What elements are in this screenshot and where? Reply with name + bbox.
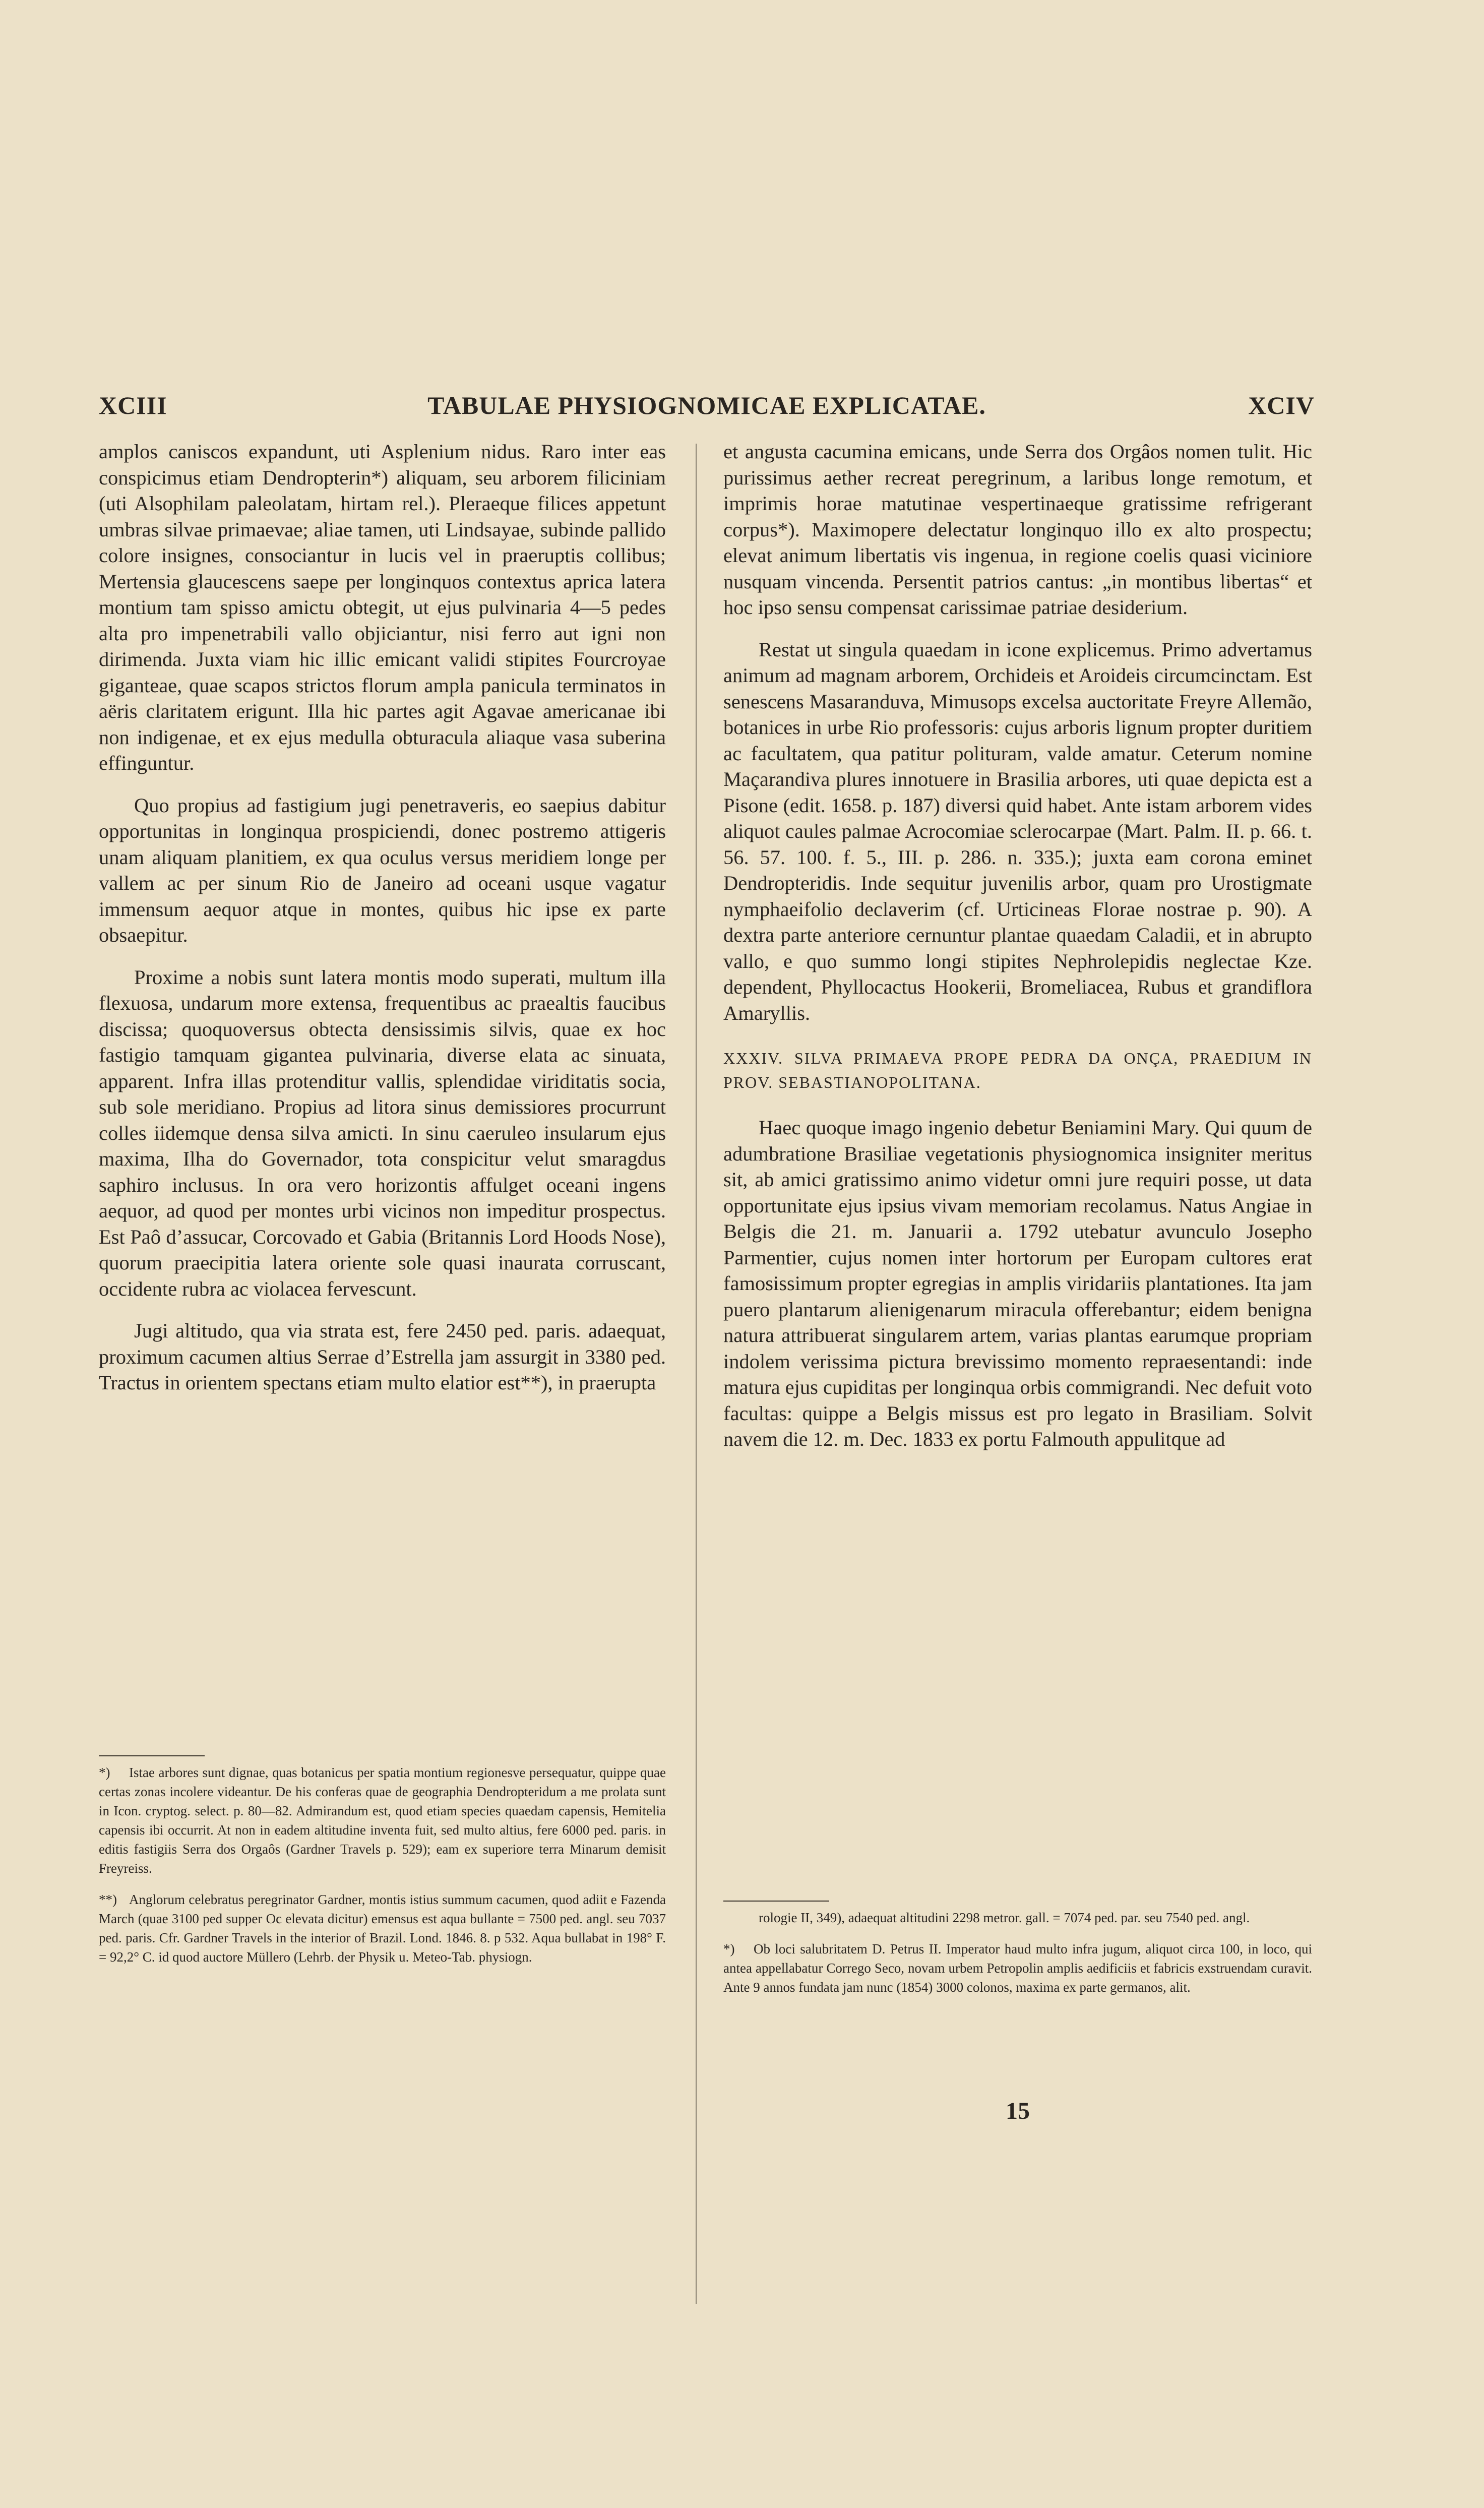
paragraph: Restat ut singula quaedam in icone explicemus. Primo advertamus animum ad magnam arborem, Orchideis et Aroideis circumcinctam. Est senescens Masaranduva, Mimusops excelsa auctoritate Freyre Allemão, botanices in urbe Rio professoris: cujus arboris lignum propter duritiem ac facultatem, qua patitur polituram, valde amatur. Ceterum nomine Maçarandiva plures innotuere in Brasilia arbores, uti quae depicta est a Pisone (edit. 1658. p. 187) diversi quid habet. Ante istam arborem vides aliquot caules palmae Acrocomiae sclerocarpae (Mart. Palm. II. p. 66. t. 56. 57. 100. f. 5., III. p. 286. n. 335.); juxta eam corona eminet Dendropteridis. Inde sequitur juvenilis arbor, quam pro Urostigmate nymphaeifolio declaverim (cf. Urticineas Florae nostrae p. 90). A dextra parte anteriore cernuntur plantae quaedam Caladii, et in abrupto vallo, e quo summo longi stipites Nephrolepidis neglectae Kze. dependent, Phyllocactus Hookerii, Bromeliacea, Rubus et grandiflora Amaryllis. xyxy=(723,638,1312,1024)
right-page-number: XCIV xyxy=(1248,391,1315,419)
paragraph: et angusta cacumina emicans, unde Serra dos Orgâos nomen tulit. Hic purissimus aether recreat peregrinum, a laribus longe remotum, et imprimis horae matutinae vespertinaeque gratissime refrigerant corpus*). Maximopere delectatur longinquo illo ex alto prospectu; elevat animum libertatis vis ingenua, in regione coelis quasi viciniore nusquam vincenda. Persentit patrios cantus: „in montibus libertas“ et hoc ipso sensu compensat carissimae patriae desiderium. xyxy=(723,440,1312,619)
footnote-text: rologie II, 349), adaequat altitudini 2298 metror. gall. = 7074 ped. par. seu 7540 ped. angl. xyxy=(759,1910,1250,1925)
paragraph: Proxime a nobis sunt latera montis modo superati, multum illa flexuosa, undarum more extensa, frequentibus ac praealtis faucibus discissa; quoquoversus obtecta densissimis silvis, quae ex hoc fastigio tamquam gigantea pulvinaria, diverse elata ac sinuata, apparent. Infra illas protenditur vallis, splendidae viriditatis socia, sub sole meridiano. Propius ad litora sinus demissiores procurrunt colles iidemque densa silva amicti. In sinu caeruleo insularum ejus maxima, Ilha do Governador, tota conspicitur velut smaragdus saphiro inclusus. In ora vero horizontis affulget oceani ingens aequor, ad quod per montes urbi vicinos non impeditur prospectus. Est Paô d’assucar, Corcovado et Gabia (Britannis Lord Hoods Nose), quorum praecipitia latera oriente sole quasi inaurata corruscant, occidente rubra ac violacea fervescunt. xyxy=(99,965,666,1300)
section-heading: XXXIV. SILVA PRIMAEVA PROPE PEDRA DA ONÇA, PRAEDIUM IN PROV. SEBASTIANOPOLITANA. xyxy=(723,1049,1312,1091)
footnote-mark: *) xyxy=(723,1941,735,1956)
left-column xyxy=(99,439,666,2369)
paragraph: Jugi altitudo, qua via strata est, fere 2450 ped. paris. adaequat, proximum cacumen altius Serrae d’Estrella jam assurgit in 3380 ped. Tractus in orientem spectans etiam multo elatior est**), in praerupta xyxy=(99,1319,666,1394)
footnote-text: Ob loci salubritatem D. Petrus II. Imperator haud multo infra jugum, aliquot circa 100, in loco, qui antea appellabatur Corrego Seco, novam urbem Petropolin amplis aedificiis et fabricis exstruendam curavit. Ante 9 annos fundata jam nunc (1854) 3000 colonos, maxima ex parte germanos, alit. xyxy=(723,1941,1312,1995)
signature-number: 15 xyxy=(1006,2098,1030,2124)
footnote xyxy=(99,1890,666,1967)
running-header xyxy=(99,391,1315,431)
footnote xyxy=(723,1908,1312,1927)
paragraph: Haec quoque imago ingenio debetur Beniamini Mary. Qui quum de adumbratione Brasiliae vegetationis physiognomica insigniter meritus sit, ab amici gratissimo animo videtur omni jure requiri posse, ut data opportunitate ejus ipsius vivam memoriam recolamus. Natus Angiae in Belgis die 21. m. Januarii a. 1792 utebatur avunculo Josepho Parmentier, cujus nomen inter hortorum per Europam cultores erat famosissimum propter egregias in amplis viridariis plantationes. Ita jam puero plantarum alienigenarum miracula offerebantur; eidem benigna natura attribuerat singularem artem, varias plantas earumque propriam indolem verissima pictura brevissimo momento repraesentandi: inde matura ejus cupiditas per longinqua orbis commigrandi. Nec defuit voto facultas: quippe a Belgis missus est pro legato in Brasiliam. Solvit navem die 12. m. Dec. 1833 ex portu Falmouth appulitque ad xyxy=(723,1116,1312,1450)
footnote-text: Istae arbores sunt dignae, quas botanicus per spatia montium regionesve persequatur, quippe quae certas zonas incolere videantur. De his conferas quae de geographia Dendropteridum a me prolata sunt in Icon. cryptog. select. p. 80—82. Admirandum est, quod etiam species quaedam capensis, Hemitelia capensis ibi occurrit. At non in eadem altitudine inventa fuit, sed multo altius, fere 6000 ped. paris. in editis fastigiis Serra dos Orgaôs (Gardner Travels p. 529); eam ex superiore terra Minarum demisit Freyreiss. xyxy=(99,1765,666,1876)
footnote-text: Anglorum celebratus peregrinator Gardner, montis istius summum cacumen, quod adiit e Fazenda March (quae 3100 ped supper Oc elevata dicitur) emensus est aqua bullante = 7500 ped. angl. seu 7037 ped. paris. Cfr. Gardner Travels in the interior of Brazil. Lond. 1846. 8. p 532. Aqua bullabat in 198° F. = 92,2° C. id quod auctore Müllero (Lehrb. der Physik u. Meteo-Tab. physiogn. xyxy=(99,1892,666,1965)
page-title: TABULAE PHYSIOGNOMICAE EXPLICATAE. xyxy=(427,391,986,419)
footnote-rule xyxy=(99,1755,205,1756)
paragraph: amplos caniscos expandunt, uti Asplenium nidus. Raro inter eas conspicimus etiam Dendropterin*) aliquam, seu arborem filiciniam (uti Alsophilam paleolatam, hirtam rel.). Pleraeque filices appetunt umbras silvae primaevae; aliae tamen, uti Lindsayae, subinde pallido colore insignes, consociantur in lucis vel in praeruptis collibus; Mertensia glaucescens saepe per longinquos contextus aprica latera montium tam spisso amictu obtegit, ut ejus pulvinaria 4—5 pedes alta pro impenetrabili vallo objiciantur, nisi ferro aut igni non dirimenda. Juxta viam hic illic emicant validi stipites Fourcroyae giganteae, quae scapos strictos florum ampla panicula terminatos in aëris claritatem erigunt. Illa hic partes agit Agavae americanae ibi non indigenae, et ex ejus medulla obturacula aliaque vasa suberina effinguntur. xyxy=(99,440,666,774)
footnote xyxy=(99,1763,666,1878)
column-divider xyxy=(696,444,697,2304)
footnote xyxy=(723,1939,1312,1997)
paragraph: Quo propius ad fastigium jugi penetraveris, eo saepius dabitur opportunitas in longinqua prospiciendi, donec postremo attigeris unam aliquam planitiem, ex qua oculus versus meridiem longe per vallem ac per sinum Rio de Janeiro ad oceani usque vagatur immensum aequor atque in montes, quibus hic ipse ex parte obsaepitur. xyxy=(99,793,666,946)
footnote-rule xyxy=(723,1901,829,1902)
footnote-mark: **) xyxy=(99,1892,117,1907)
right-footnotes xyxy=(723,1908,1312,2009)
left-footnotes xyxy=(99,1763,666,1979)
left-page-number: XCIII xyxy=(99,391,167,419)
footnote-mark: *) xyxy=(99,1765,110,1780)
right-column xyxy=(723,439,1312,2369)
